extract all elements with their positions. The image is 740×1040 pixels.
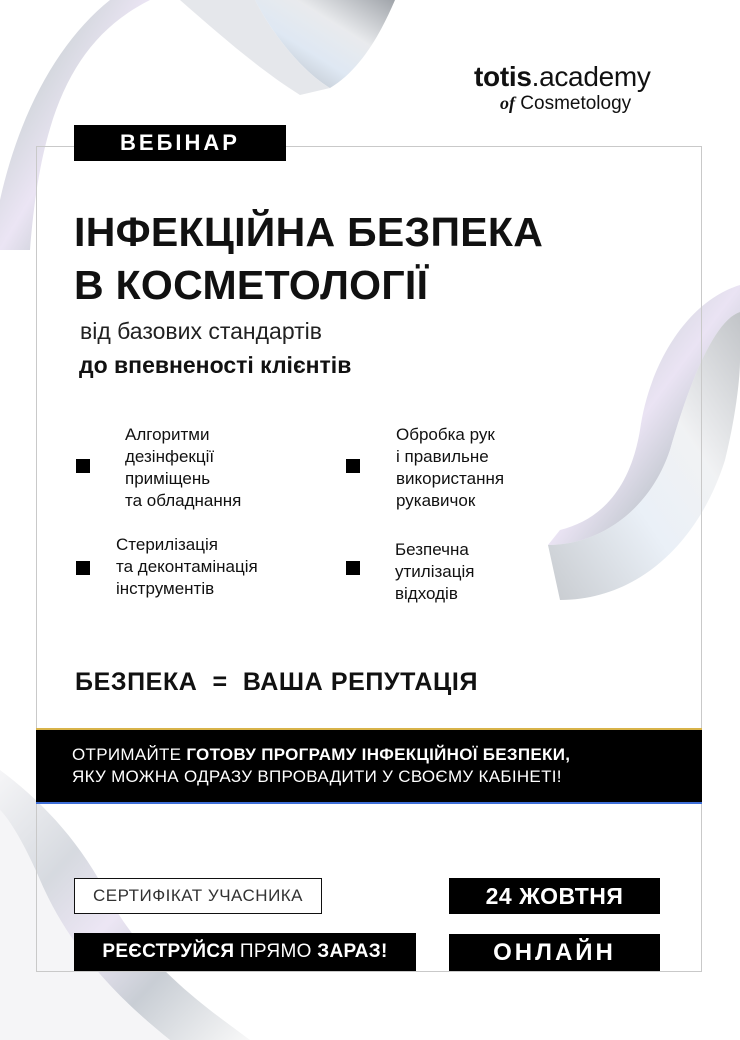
feature-line: та обладнання [125,491,242,510]
logo-of: of [500,93,515,113]
feature-item [116,534,258,600]
subtitle-line-1: від базових стандартів [80,318,322,344]
feature-line: Обробка рук [396,425,495,444]
feature-line: відходів [395,584,458,603]
register-bold-2: ЗАРАЗ! [317,941,388,962]
title-line-2: В КОСМЕТОЛОГІЇ [74,262,429,308]
brand-logo [474,62,694,115]
feature-line: рукавичок [396,491,476,510]
logo-brand-bold: totis [474,61,532,92]
feature-line: інструментів [116,579,215,598]
banner-bold: ГОТОВУ ПРОГРАМУ ІНФЕКЦІЙНОЇ БЕЗПЕКИ, [186,745,571,764]
register-bold-1: РЕЄСТРУЙСЯ [102,941,235,962]
feature-line: утилізація [395,562,475,581]
title-line-1: ІНФЕКЦІЙНА БЕЗПЕКА [74,209,544,255]
bullet-icon [346,459,360,473]
page-title [74,206,654,312]
feature-line: та деконтамінація [116,557,258,576]
feature-line: дезінфекції [125,447,215,466]
slogan: БЕЗПЕКА = ВАША РЕПУТАЦІЯ [75,668,479,696]
feature-line: і правильне [396,447,489,466]
feature-line: Алгоритми [125,425,210,444]
program-banner [36,728,702,804]
feature-line: Стерилізація [116,535,218,554]
register-mid: ПРЯМО [234,941,318,962]
feature-line: Безпечна [395,540,469,559]
subtitle-line-2: до впевненості клієнтів [79,352,352,378]
webinar-tag: ВЕБІНАР [74,125,286,161]
event-date-badge: 24 ЖОВТНЯ [449,878,660,914]
banner-line-2: ЯКУ МОЖНА ОДРАЗУ ВПРОВАДИТИ У СВОЄМУ КАБІНЕТІ! [72,767,562,786]
feature-item [396,424,504,512]
feature-item [125,424,241,512]
register-button[interactable] [74,933,416,971]
bullet-icon [76,459,90,473]
bullet-icon [346,561,360,575]
event-format-badge: ОНЛАЙН [449,934,660,971]
bullet-icon [76,561,90,575]
feature-line: використання [396,469,505,488]
feature-line: приміщень [125,469,211,488]
feature-item [395,539,474,605]
banner-pre: ОТРИМАЙТЕ [72,745,187,764]
logo-line2: Cosmetology [520,93,632,114]
certificate-badge: СЕРТИФІКАТ УЧАСНИКА [74,878,322,914]
logo-brand-rest: .academy [531,61,651,92]
